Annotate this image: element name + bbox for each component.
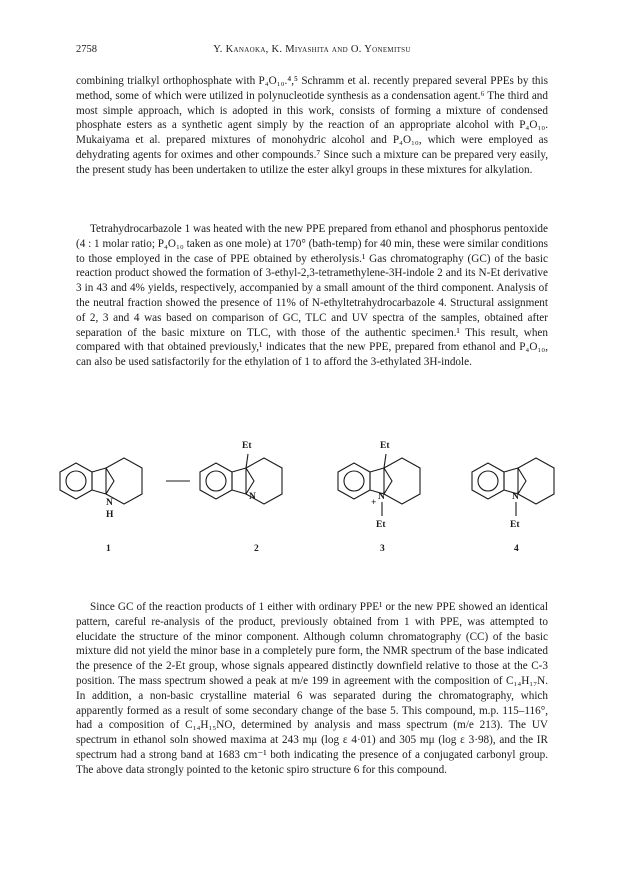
nh-label: H (106, 510, 114, 520)
paragraph-results (76, 222, 548, 370)
structure-3 (338, 454, 420, 516)
et-label: Et (242, 441, 252, 451)
structure-1 (60, 458, 142, 504)
compound-label-3: 3 (380, 544, 385, 554)
paragraph-3: Since GC of the reaction products of 1 either with ordinary PPE¹ or the new PPE showed an identical pattern, careful re-analysis of the product, previously obtained from 1 with PPE, was attempted to elucidate the structure of the minor component. Although column chromatography (CC) of the basic mixture did not yield the minor base in a completely pure form, the NMR spectrum of the base indicated the presence of the 2-Et group, whose signals appeared distinctly downfield relative to those at the C-3 position. The mass spectrum showed a peak at m/e 199 in agreement with the composition of C₁₄H₁₇N. In addition, a non-basic crystalline material 6 was separated during the chromatography, which apparently formed as a result of some secondary change of the base 5. This compound, m.p. 115–116°, had a composition of C₁₄H₁₅NO, determined by analysis and mass spectrum (m/e 213). The UV spectrum in ethanol soln showed maxima at 243 mμ (log ε 4·01) and 305 mμ (log ε 3·98), and the IR spectrum had a strong band at 1683 cm⁻¹ both indicating the presence of a conjugated carbonyl group. The above data strongly pointed to the ketonic spiro structure 6 for this compound. (76, 601, 548, 776)
plus-sign: + (371, 498, 377, 508)
paragraph-2: Tetrahydrocarbazole 1 was heated with the new PPE prepared from ethanol and phosphorus pentoxide (4 : 1 molar ratio; P₄O₁₀ taken as one mole) at 170° (bath-temp) for 40 min, these were similar conditions to those employed in the case of PPE obtained by etherolysis.¹ Gas chromatography (GC) of the basic reaction product showed the formation of 3-ethyl-2,3-tetramethylene-3H-indole 2 and its N-Et derivative 3 in 43 and 4% yields, respectively, accompanied by a small amount of the third component. Analysis of the neutral fraction showed the presence of 11% of N-ethyltetrahydrocarbazole 4. Structural assignment of 2, 3 and 4 was based on comparison of GC, TLC and UV spectra of the samples, obtained after separation of the basic mixture on TLC, with those of the authentic specimen.¹ This result, when compared with that obtained previously,¹ indicates that the new PPE, prepared from ethanol and P₄O₁₀, can also be used satisfactorily for the ethylation of 1 to afford the 3-ethylated 3H-indole. (76, 223, 548, 369)
page-number: 2758 (76, 44, 97, 55)
paragraph-reanalysis (76, 600, 548, 778)
n-atom-label: N (512, 492, 519, 502)
et-label: Et (376, 520, 386, 530)
n-atom-label: N (106, 498, 113, 508)
et-label: Et (510, 520, 520, 530)
paragraph-continuation (76, 74, 548, 178)
chemical-structures (40, 428, 600, 578)
compound-label-4: 4 (514, 544, 519, 554)
n-atom-label: N (249, 492, 256, 502)
structure-figure (40, 428, 600, 578)
structure-4 (472, 458, 554, 516)
paragraph-1: combining trialkyl orthophosphate with P₄O₁₀.⁴,⁵ Schramm et al. recently prepared several PPEs by this method, some of which were utilized in polynucleotide synthesis as a condensation agent.⁶ The third and most simple approach, which is adopted in this work, consists of forming a mixture of condensed phosphate esters as a synthetic agent simply by the reaction of an appropriate alcohol with P₄O₁₀. Mukaiyama et al. prepared mixtures of monohydric alcohol and P₄O₁₀, which were employed as dehydrating agents for oximes and other compounds.⁷ Since such a mixture can be prepared very easily, the present study has been undertaken to utilize the ester alkyl groups in these mixtures for alkylation. (76, 75, 548, 176)
n-atom-label: N (378, 492, 385, 502)
running-head: Y. Kanaoka, K. Miyashita and O. Yonemitsu (213, 44, 411, 55)
compound-label-1: 1 (106, 544, 111, 554)
et-label: Et (380, 441, 390, 451)
page-header (76, 44, 548, 60)
structure-2 (200, 454, 282, 504)
compound-label-2: 2 (254, 544, 259, 554)
